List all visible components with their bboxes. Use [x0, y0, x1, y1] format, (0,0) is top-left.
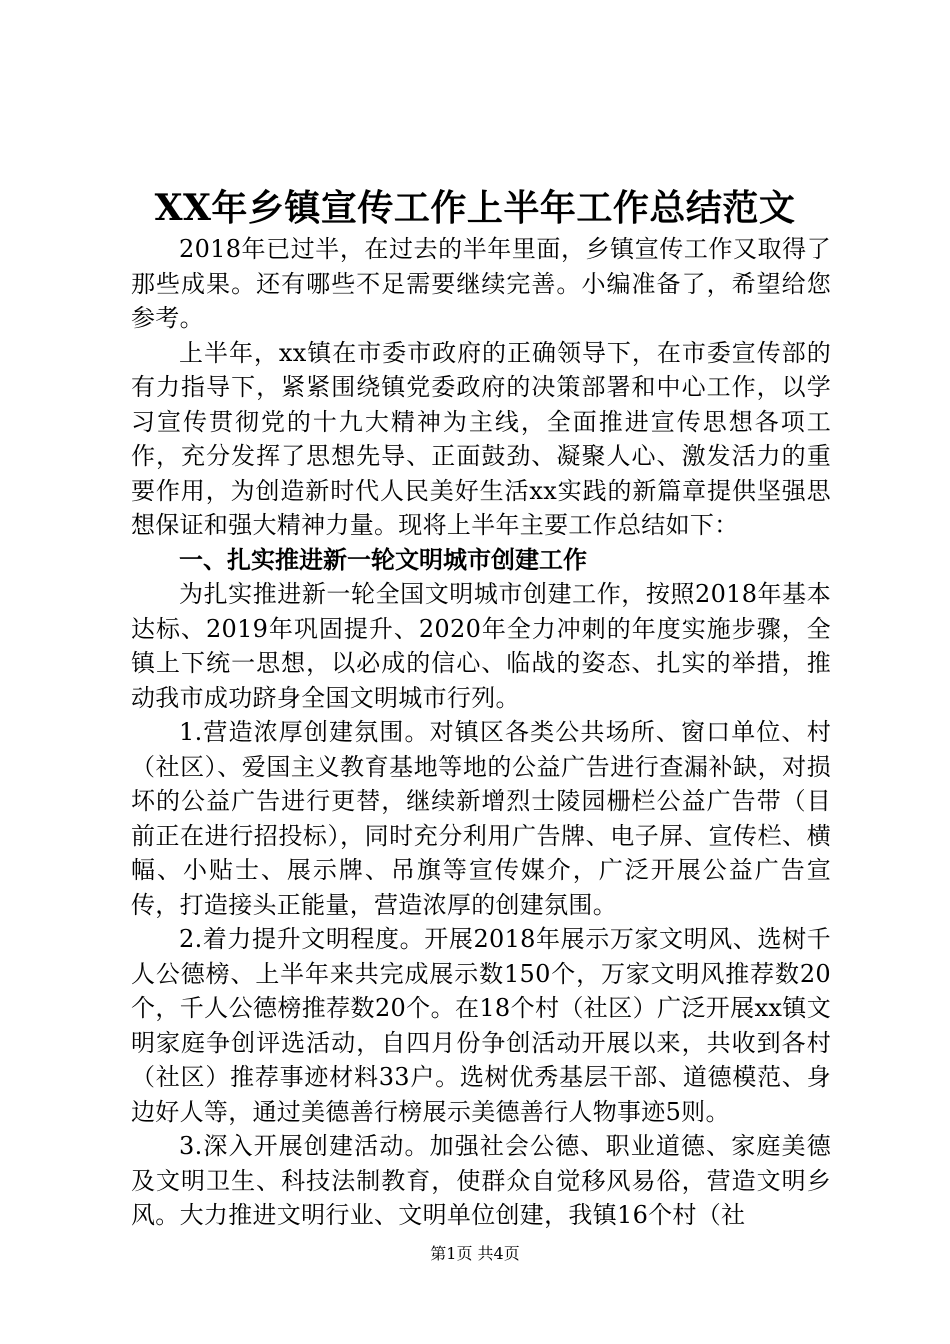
paragraph-section-1-intro: 为扎实推进新一轮全国文明城市创建工作，按照2018年基本达标、2019年巩固提升、2020年全力冲刺的年度实施步骤，全镇上下统一思想，以必成的信心、临战的姿态、扎实的举措，推动我市成功跻身全国文明城市行列。 — [131, 580, 831, 712]
paragraph-intro: 2018年已过半，在过去的半年里面，乡镇宣传工作又取得了那些成果。还有哪些不足需要继续完善。小编准备了，希望给您参考。 — [131, 235, 831, 332]
document-body — [131, 232, 831, 1233]
paragraph-item-3: 3.深入开展创建活动。加强社会公德、职业道德、家庭美德及文明卫生、科技法制教育，使群众自觉移风易俗，营造文明乡风。大力推进文明行业、文明单位创建，我镇16个村（社 — [131, 1132, 831, 1229]
paragraph-item-1: 1.营造浓厚创建氛围。对镇区各类公共场所、窗口单位、村（社区）、爱国主义教育基地等地的公益广告进行查漏补缺，对损坏的公益广告进行更替，继续新增烈士陵园栅栏公益广告带（目前正在进行招投标），同时充分利用广告牌、电子屏、宣传栏、横幅、小贴士、展示牌、吊旗等宣传媒介，广泛开展公益广告宣传，打造接头正能量，营造浓厚的创建氛围。 — [131, 718, 831, 919]
paragraph-overview: 上半年，xx镇在市委市政府的正确领导下，在市委宣传部的有力指导下，紧紧围绕镇党委政府的决策部署和中心工作，以学习宣传贯彻党的十九大精神为主线，全面推进宣传思想各项工作，充分发挥了思想先导、正面鼓劲、凝聚人心、激发活力的重要作用，为创造新时代人民美好生活xx实践的新篇章提供坚强思想保证和强大精神力量。现将上半年主要工作总结如下： — [131, 338, 831, 539]
paragraph-item-2: 2.着力提升文明程度。开展2018年展示万家文明风、选树千人公德榜、上半年来共完成展示数150个，万家文明风推荐数20个，千人公德榜推荐数20个。在18个村（社区）广泛开展xx镇文明家庭争创评选活动，自四月份争创活动开展以来，共收到各村（社区）推荐事迹材料33户。选树优秀基层干部、道德模范、身边好人等，通过美德善行榜展示美德善行人物事迹5则。 — [131, 925, 831, 1126]
page-number-footer: 第1页 共4页 — [430, 1244, 520, 1263]
document-title: XX年乡镇宣传工作上半年工作总结范文 — [154, 187, 796, 229]
section-heading-1: 一、扎实推进新一轮文明城市创建工作 — [179, 545, 587, 574]
